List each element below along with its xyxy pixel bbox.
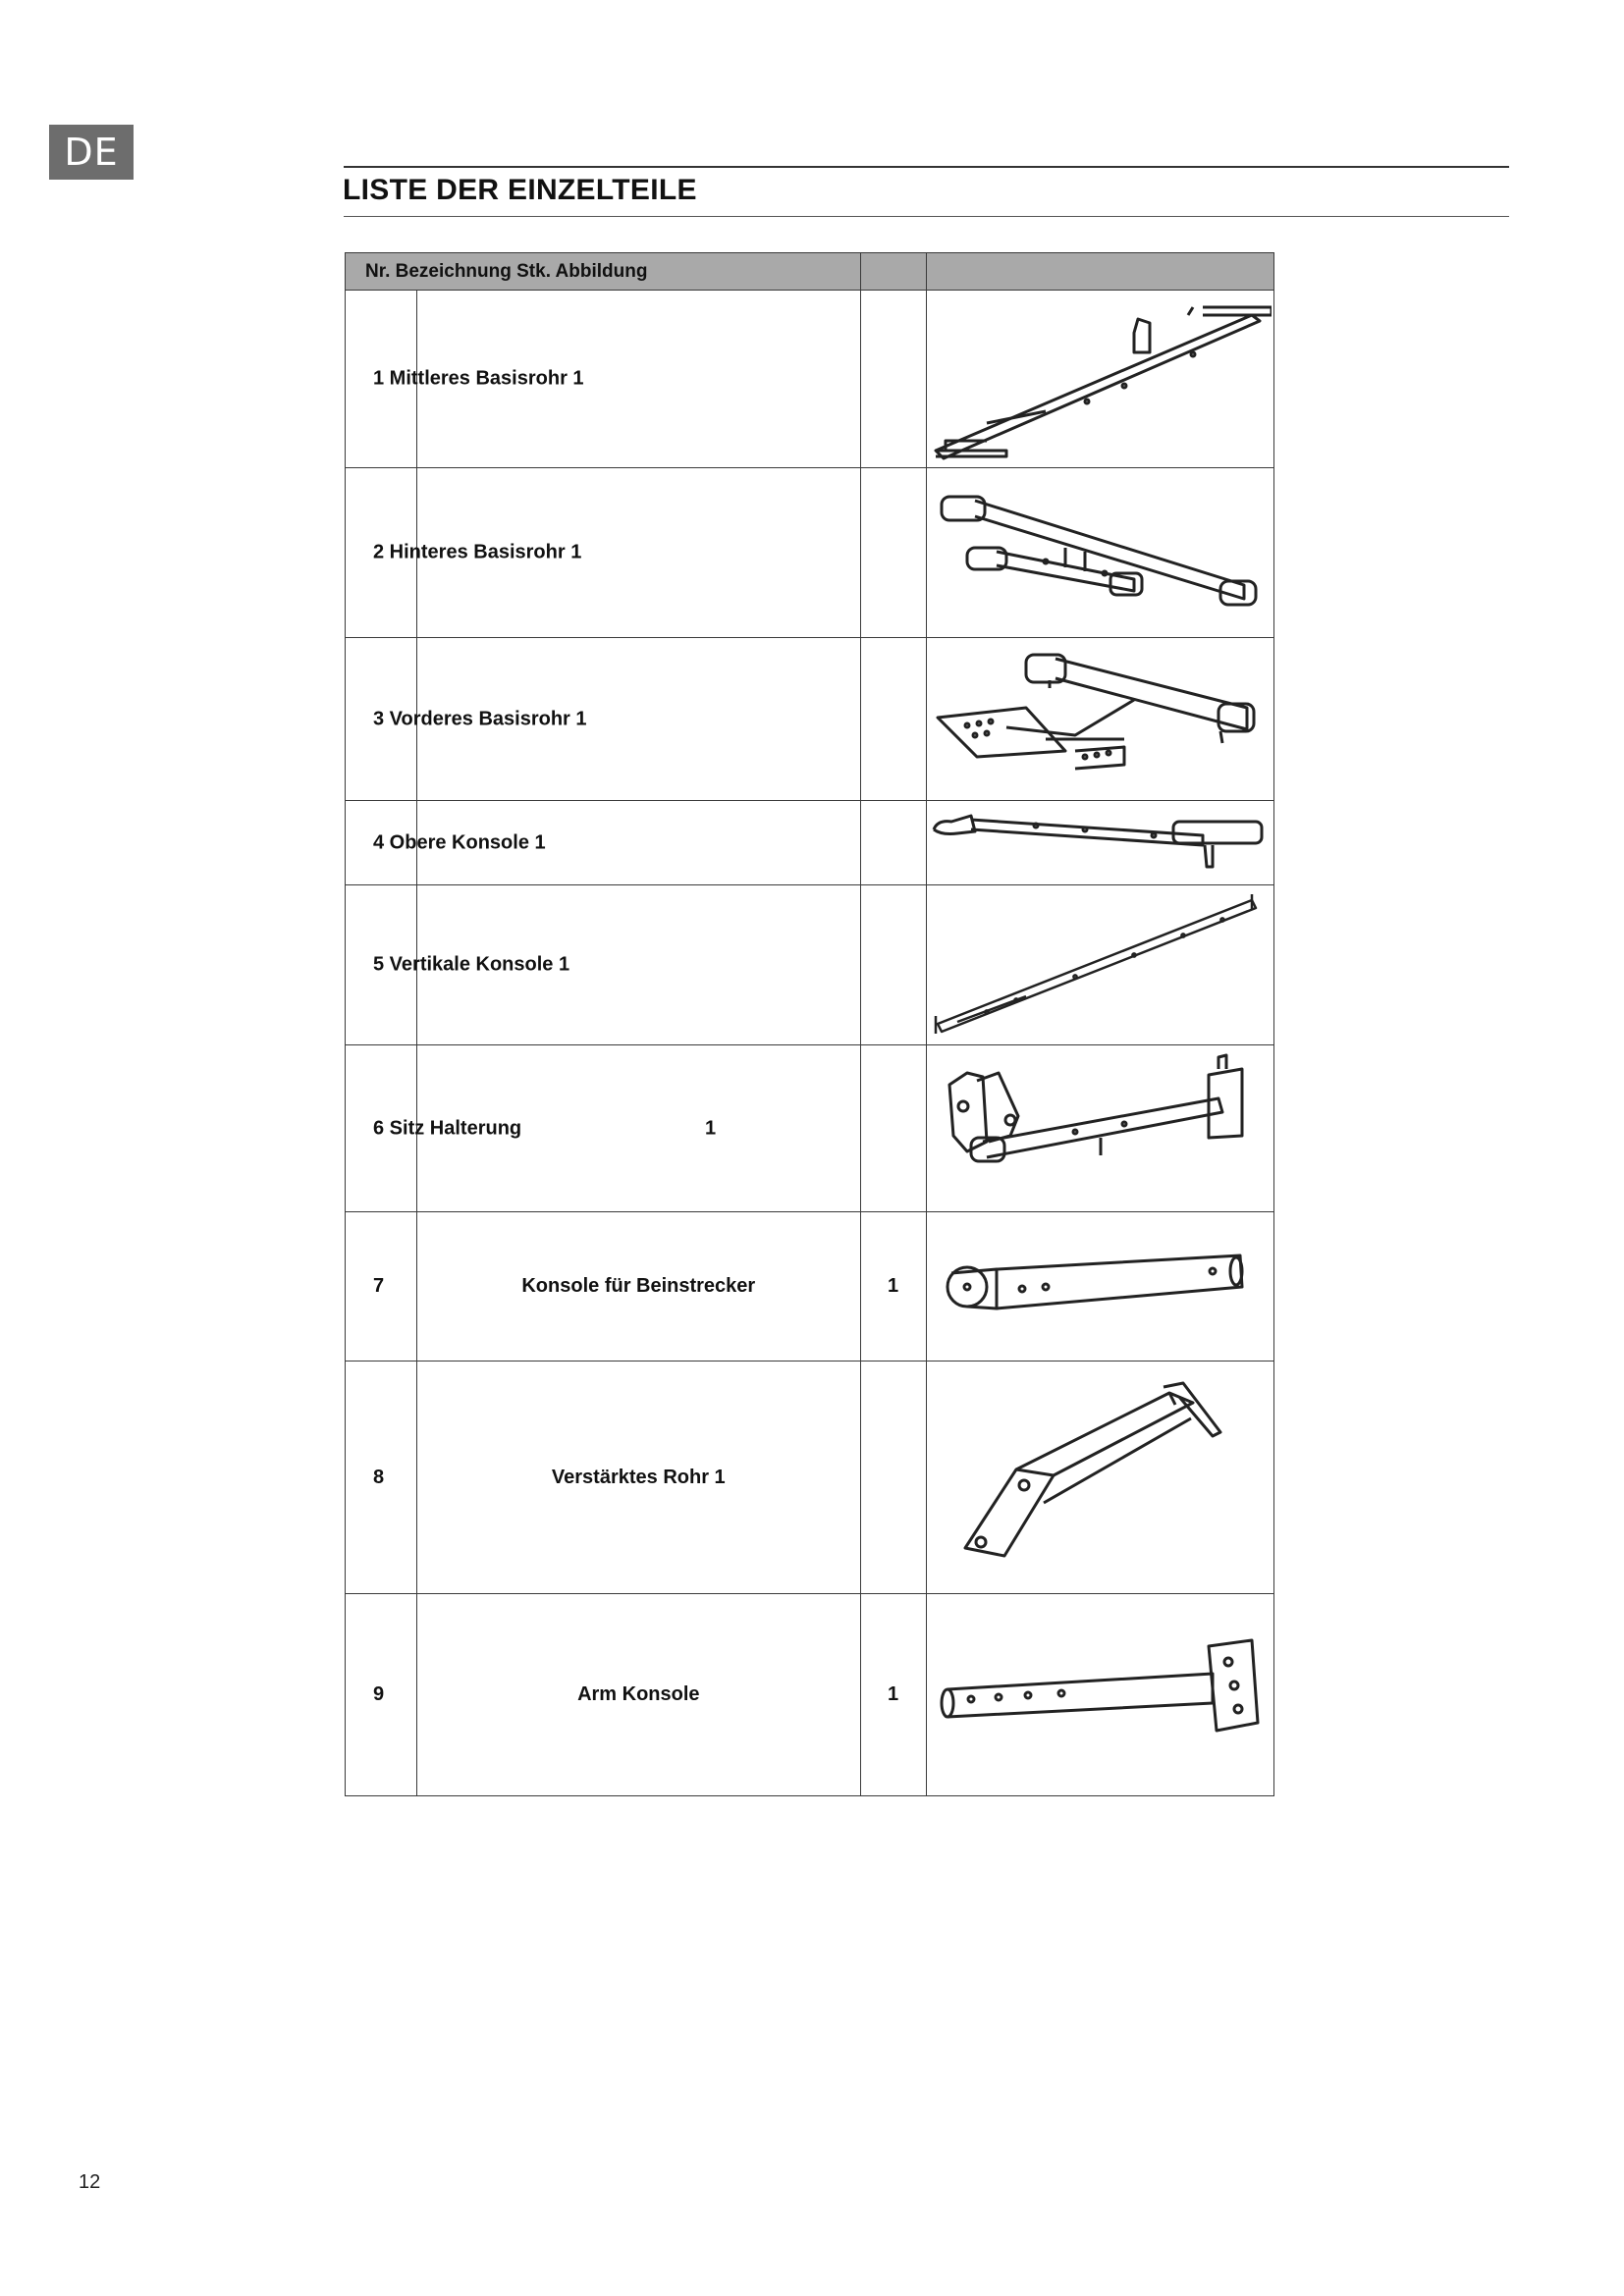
table-row <box>346 638 1274 801</box>
table-row <box>346 1045 1274 1212</box>
row-number-cell <box>346 1045 717 1212</box>
row-qty: 1 <box>705 1117 717 1139</box>
row-number-cell <box>346 885 570 1045</box>
reinforced-tube-icon <box>928 1363 1272 1591</box>
middle-base-tube-icon <box>928 294 1272 465</box>
row-label: 3 Vorderes Basisrohr 1 <box>373 708 587 729</box>
row-image-cell <box>926 291 1273 468</box>
row-qty-cell <box>860 1362 926 1594</box>
table-row <box>346 1594 1274 1796</box>
page-title: LISTE DER EINZELTEILE <box>343 174 697 206</box>
row-number-cell <box>346 468 582 638</box>
arm-bracket-icon <box>928 1597 1272 1793</box>
table-header-empty-cell <box>860 253 926 291</box>
row-label: 1 Mittleres Basisrohr 1 <box>373 367 584 390</box>
title-rule-bottom <box>344 216 1509 217</box>
row-number-cell: 7 <box>346 1212 417 1362</box>
row-qty-cell: 1 <box>860 1594 926 1796</box>
row-image-cell <box>926 638 1273 801</box>
table-header-empty-cell <box>926 253 1273 291</box>
table-header-cell <box>346 253 861 291</box>
table-header-text: Nr. Bezeichnung Stk. Abbildung <box>365 260 648 282</box>
front-base-tube-icon <box>928 641 1272 798</box>
table-header-row <box>346 253 1274 291</box>
row-name-cell: Verstärktes Rohr 1 <box>417 1362 860 1594</box>
row-image-cell <box>926 1212 1273 1362</box>
table-row <box>346 885 1274 1045</box>
row-name-cell: Konsole für Beinstrecker <box>417 1212 860 1362</box>
parts-list-table <box>345 252 1274 1796</box>
table-row <box>346 1212 1274 1362</box>
table-row <box>346 468 1274 638</box>
table-row <box>346 1362 1274 1594</box>
row-number-cell <box>346 801 546 885</box>
row-number-cell: 9 <box>346 1594 417 1796</box>
language-badge: DE <box>49 125 134 180</box>
leg-extension-bracket-icon <box>928 1214 1272 1360</box>
table-row <box>346 291 1274 468</box>
row-label: 5 Vertikale Konsole 1 <box>373 953 570 976</box>
upper-bracket-icon <box>928 802 1272 884</box>
row-label: 2 Hinteres Basisrohr 1 <box>373 541 582 563</box>
row-image-cell <box>926 801 1273 885</box>
row-number-cell: 8 <box>346 1362 417 1594</box>
title-rule-top <box>344 166 1509 168</box>
rear-base-tube-icon <box>928 469 1272 636</box>
row-qty-cell <box>860 1045 926 1212</box>
row-image-cell <box>926 885 1273 1045</box>
row-number-cell <box>346 291 584 468</box>
row-qty-cell <box>860 638 926 801</box>
row-image-cell <box>926 1045 1273 1212</box>
seat-holder-icon <box>928 1047 1272 1209</box>
row-qty-cell <box>860 885 926 1045</box>
row-label: 6 Sitz Halterung <box>373 1117 522 1139</box>
row-image-cell <box>926 1594 1273 1796</box>
vertical-bracket-icon <box>928 886 1272 1043</box>
row-qty-cell <box>860 291 926 468</box>
page-number: 12 <box>79 2171 101 2193</box>
row-name-cell: Arm Konsole <box>417 1594 860 1796</box>
row-image-cell <box>926 468 1273 638</box>
row-label: 4 Obere Konsole 1 <box>373 831 546 853</box>
row-number-cell <box>346 638 587 801</box>
row-image-cell <box>926 1362 1273 1594</box>
row-qty-cell <box>860 468 926 638</box>
row-qty-cell: 1 <box>860 1212 926 1362</box>
table-row <box>346 801 1274 885</box>
row-qty-cell <box>860 801 926 885</box>
